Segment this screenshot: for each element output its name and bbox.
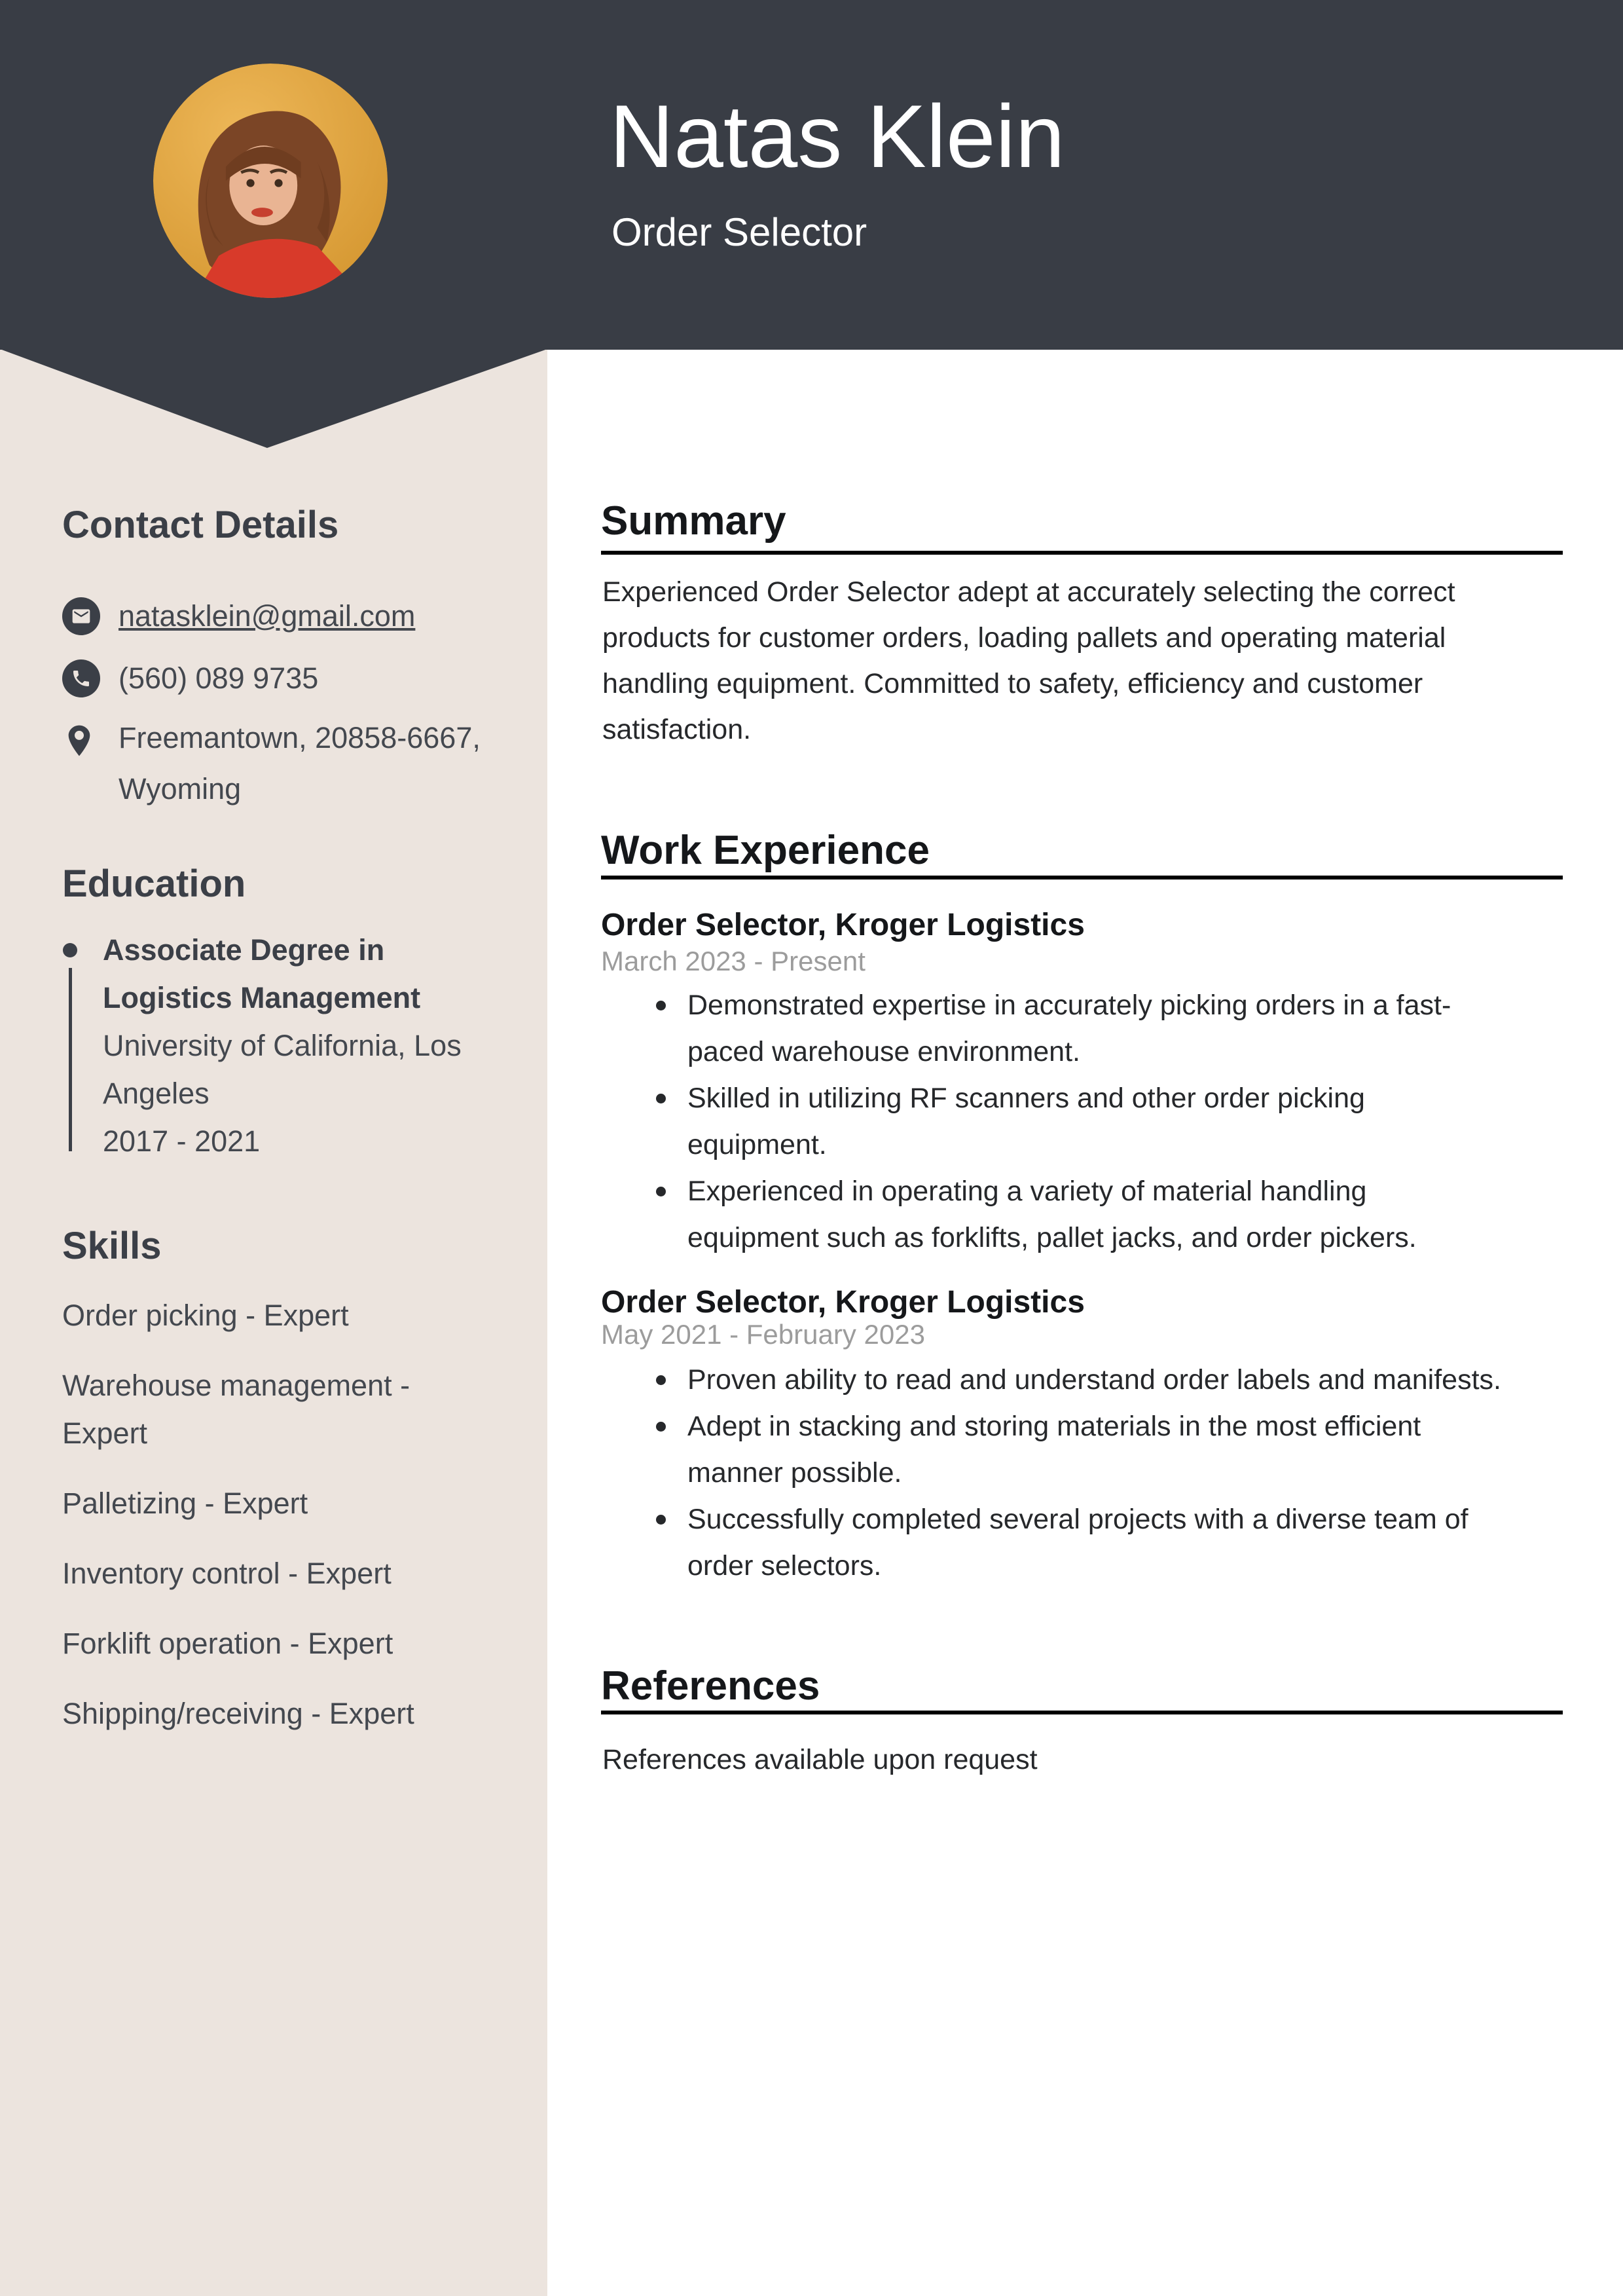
- skills-heading: Skills: [62, 1225, 162, 1267]
- education-heading: Education: [62, 862, 246, 905]
- education-timeline-line: [69, 968, 72, 1151]
- contact-phone-row: [62, 659, 318, 697]
- contact-email-row: [62, 597, 415, 635]
- job-title: Order Selector, Kroger Logistics: [601, 908, 1085, 942]
- skill-item: Palletizing - Expert: [62, 1487, 308, 1520]
- contact-details-heading: Contact Details: [62, 504, 339, 546]
- summary-rule: [601, 551, 1563, 555]
- location-icon: [61, 720, 98, 761]
- work-experience-rule: [601, 876, 1563, 880]
- education-school: University of California, Los Angeles: [103, 1029, 462, 1110]
- job-bullet-list: [601, 1357, 1504, 1589]
- phone-icon: [62, 659, 100, 697]
- email-icon: [62, 597, 100, 635]
- job-bullet: Proven ability to read and understand order labels and manifests.: [601, 1357, 1504, 1403]
- education-degree: Associate Degree in Logistics Management: [103, 933, 421, 1014]
- job-bullet: Successfully completed several projects with a diverse team of order selectors.: [601, 1496, 1504, 1589]
- education-entry: [103, 926, 483, 1165]
- references-heading: References: [601, 1663, 820, 1709]
- profile-photo: [153, 64, 388, 298]
- person-job-title: Order Selector: [611, 210, 867, 254]
- skill-item: Shipping/receiving - Expert: [62, 1697, 414, 1730]
- job-bullet: Experienced in operating a variety of material handling equipment such as forklifts, pallet jacks, and order pickers.: [601, 1168, 1504, 1261]
- skill-item: Inventory control - Expert: [62, 1557, 392, 1590]
- profile-photo-illustration: [153, 64, 388, 298]
- person-name: Natas Klein: [610, 86, 1065, 186]
- references-text: References available upon request: [602, 1744, 1038, 1775]
- address-text: Freemantown, 20858-6667, Wyoming: [119, 721, 481, 805]
- work-experience-heading: Work Experience: [601, 828, 930, 873]
- job-bullet: Adept in stacking and storing materials in the most efficient manner possible.: [601, 1403, 1504, 1496]
- skill-item: Warehouse management - Expert: [62, 1369, 410, 1450]
- references-rule: [601, 1711, 1563, 1714]
- education-dates: 2017 - 2021: [103, 1124, 261, 1158]
- job-bullet-list: [601, 982, 1504, 1261]
- contact-address-row: [61, 720, 485, 815]
- job-bullet: Demonstrated expertise in accurately picking orders in a fast-paced warehouse environment.: [601, 982, 1504, 1075]
- job-title: Order Selector, Kroger Logistics: [601, 1285, 1085, 1320]
- job-bullet: Skilled in utilizing RF scanners and other order picking equipment.: [601, 1075, 1504, 1168]
- job-dates: March 2023 - Present: [601, 946, 866, 976]
- email-link[interactable]: natasklein@gmail.com: [119, 599, 416, 633]
- skill-item: Order picking - Expert: [62, 1299, 349, 1332]
- skills-list: [62, 1291, 494, 1760]
- phone-number: (560) 089 9735: [119, 661, 319, 695]
- job-dates: May 2021 - February 2023: [601, 1319, 925, 1350]
- education-timeline-dot: [63, 943, 77, 957]
- skill-item: Forklift operation - Expert: [62, 1627, 393, 1660]
- summary-text: Experienced Order Selector adept at accurately selecting the correct products for customer orders, loading pallets and operating material handling equipment. Committed to safety, efficiency and customer satisfaction.: [602, 576, 1455, 745]
- summary-heading: Summary: [601, 498, 786, 544]
